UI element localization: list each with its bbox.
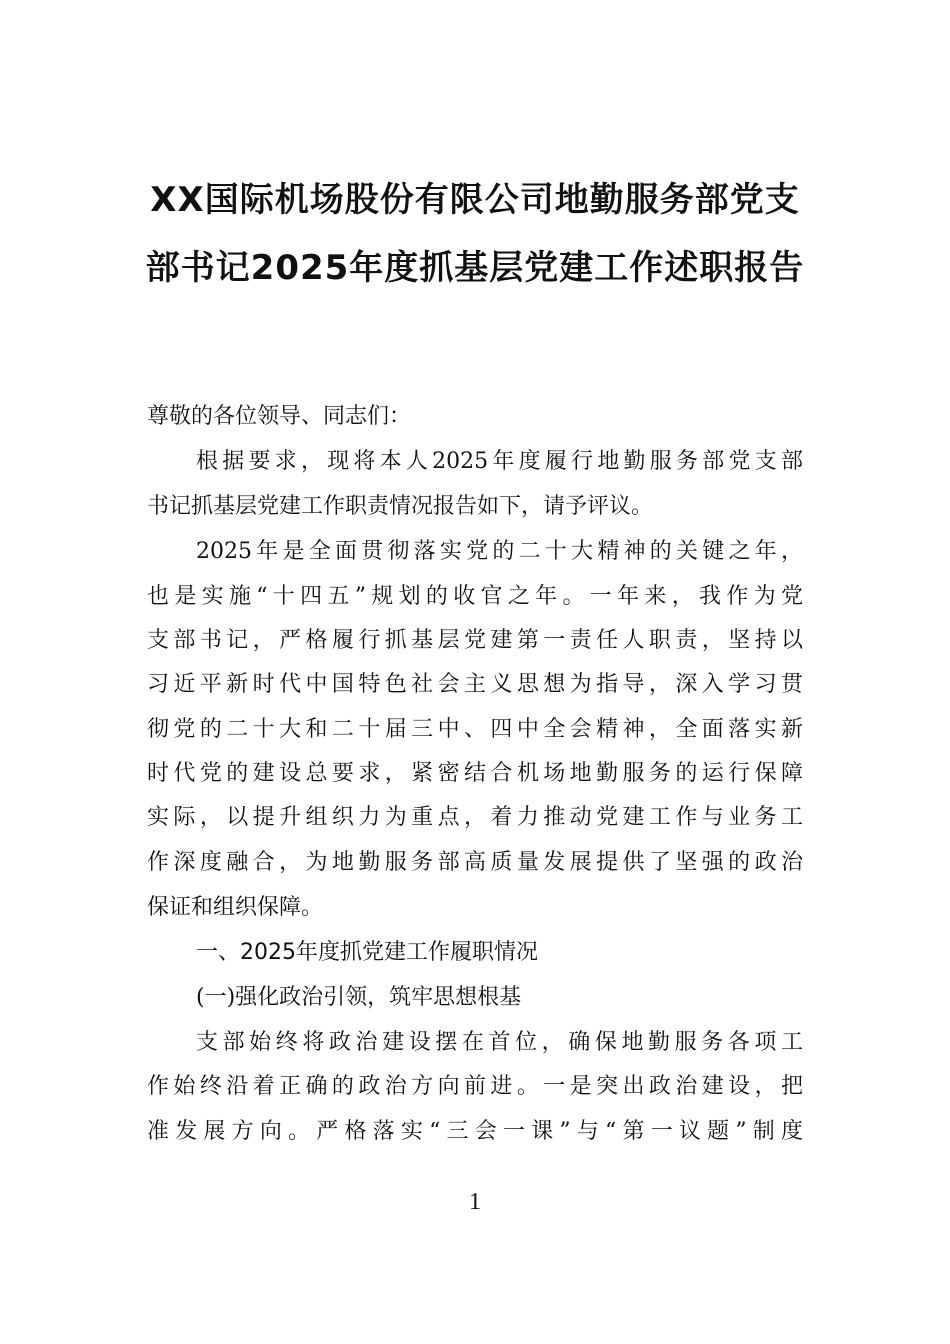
salutation: 尊敬的各位领导、同志们： <box>147 404 412 429</box>
paragraph-2-line-9: 保证和组织保障。 <box>147 895 324 920</box>
page-number: 1 <box>469 1189 481 1215</box>
subsection-1-heading: (一)强化政治引领，筑牢思想根基 <box>196 985 522 1010</box>
paragraph-2-line-6: 时代党的建设总要求，紧密结合机场地勤服务的运行保障 <box>147 761 803 786</box>
paragraph-2-line-2: 也是实施“十四五”规划的收官之年。一年来，我作为党 <box>147 584 803 609</box>
paragraph-2-line-8: 作深度融合，为地勤服务部高质量发展提供了坚强的政治 <box>147 850 803 875</box>
document-title-line-1: XX国际机场股份有限公司地勤服务部党支 <box>150 180 800 220</box>
paragraph-2-line-1: 2025年是全面贯彻落实党的二十大精神的关键之年， <box>196 539 803 564</box>
paragraph-3-line-2: 作始终沿着正确的政治方向前进。一是突出政治建设，把 <box>147 1074 803 1099</box>
paragraph-3-line-3: 准发展方向。严格落实“三会一课”与“第一议题”制度 <box>147 1119 803 1144</box>
paragraph-1-line-2: 书记抓基层党建工作职责情况报告如下，请予评议。 <box>147 494 654 519</box>
paragraph-3-line-1: 支部始终将政治建设摆在首位，确保地勤服务各项工 <box>196 1030 803 1055</box>
document-title-line-2: 部书记2025年度抓基层党建工作述职报告 <box>145 248 805 288</box>
paragraph-2-line-4: 习近平新时代中国特色社会主义思想为指导，深入学习贯 <box>147 672 803 697</box>
paragraph-1-line-1: 根据要求，现将本人2025年度履行地勤服务部党支部 <box>196 449 803 474</box>
paragraph-2-line-3: 支部书记，严格履行抓基层党建第一责任人职责，坚持以 <box>147 628 803 653</box>
section-1-heading: 一、2025年度抓党建工作履职情况 <box>196 940 538 965</box>
paragraph-2-line-5: 彻党的二十大和二十届三中、四中全会精神，全面落实新 <box>147 717 803 742</box>
paragraph-2-line-7: 实际，以提升组织力为重点，着力推动党建工作与业务工 <box>147 805 803 830</box>
